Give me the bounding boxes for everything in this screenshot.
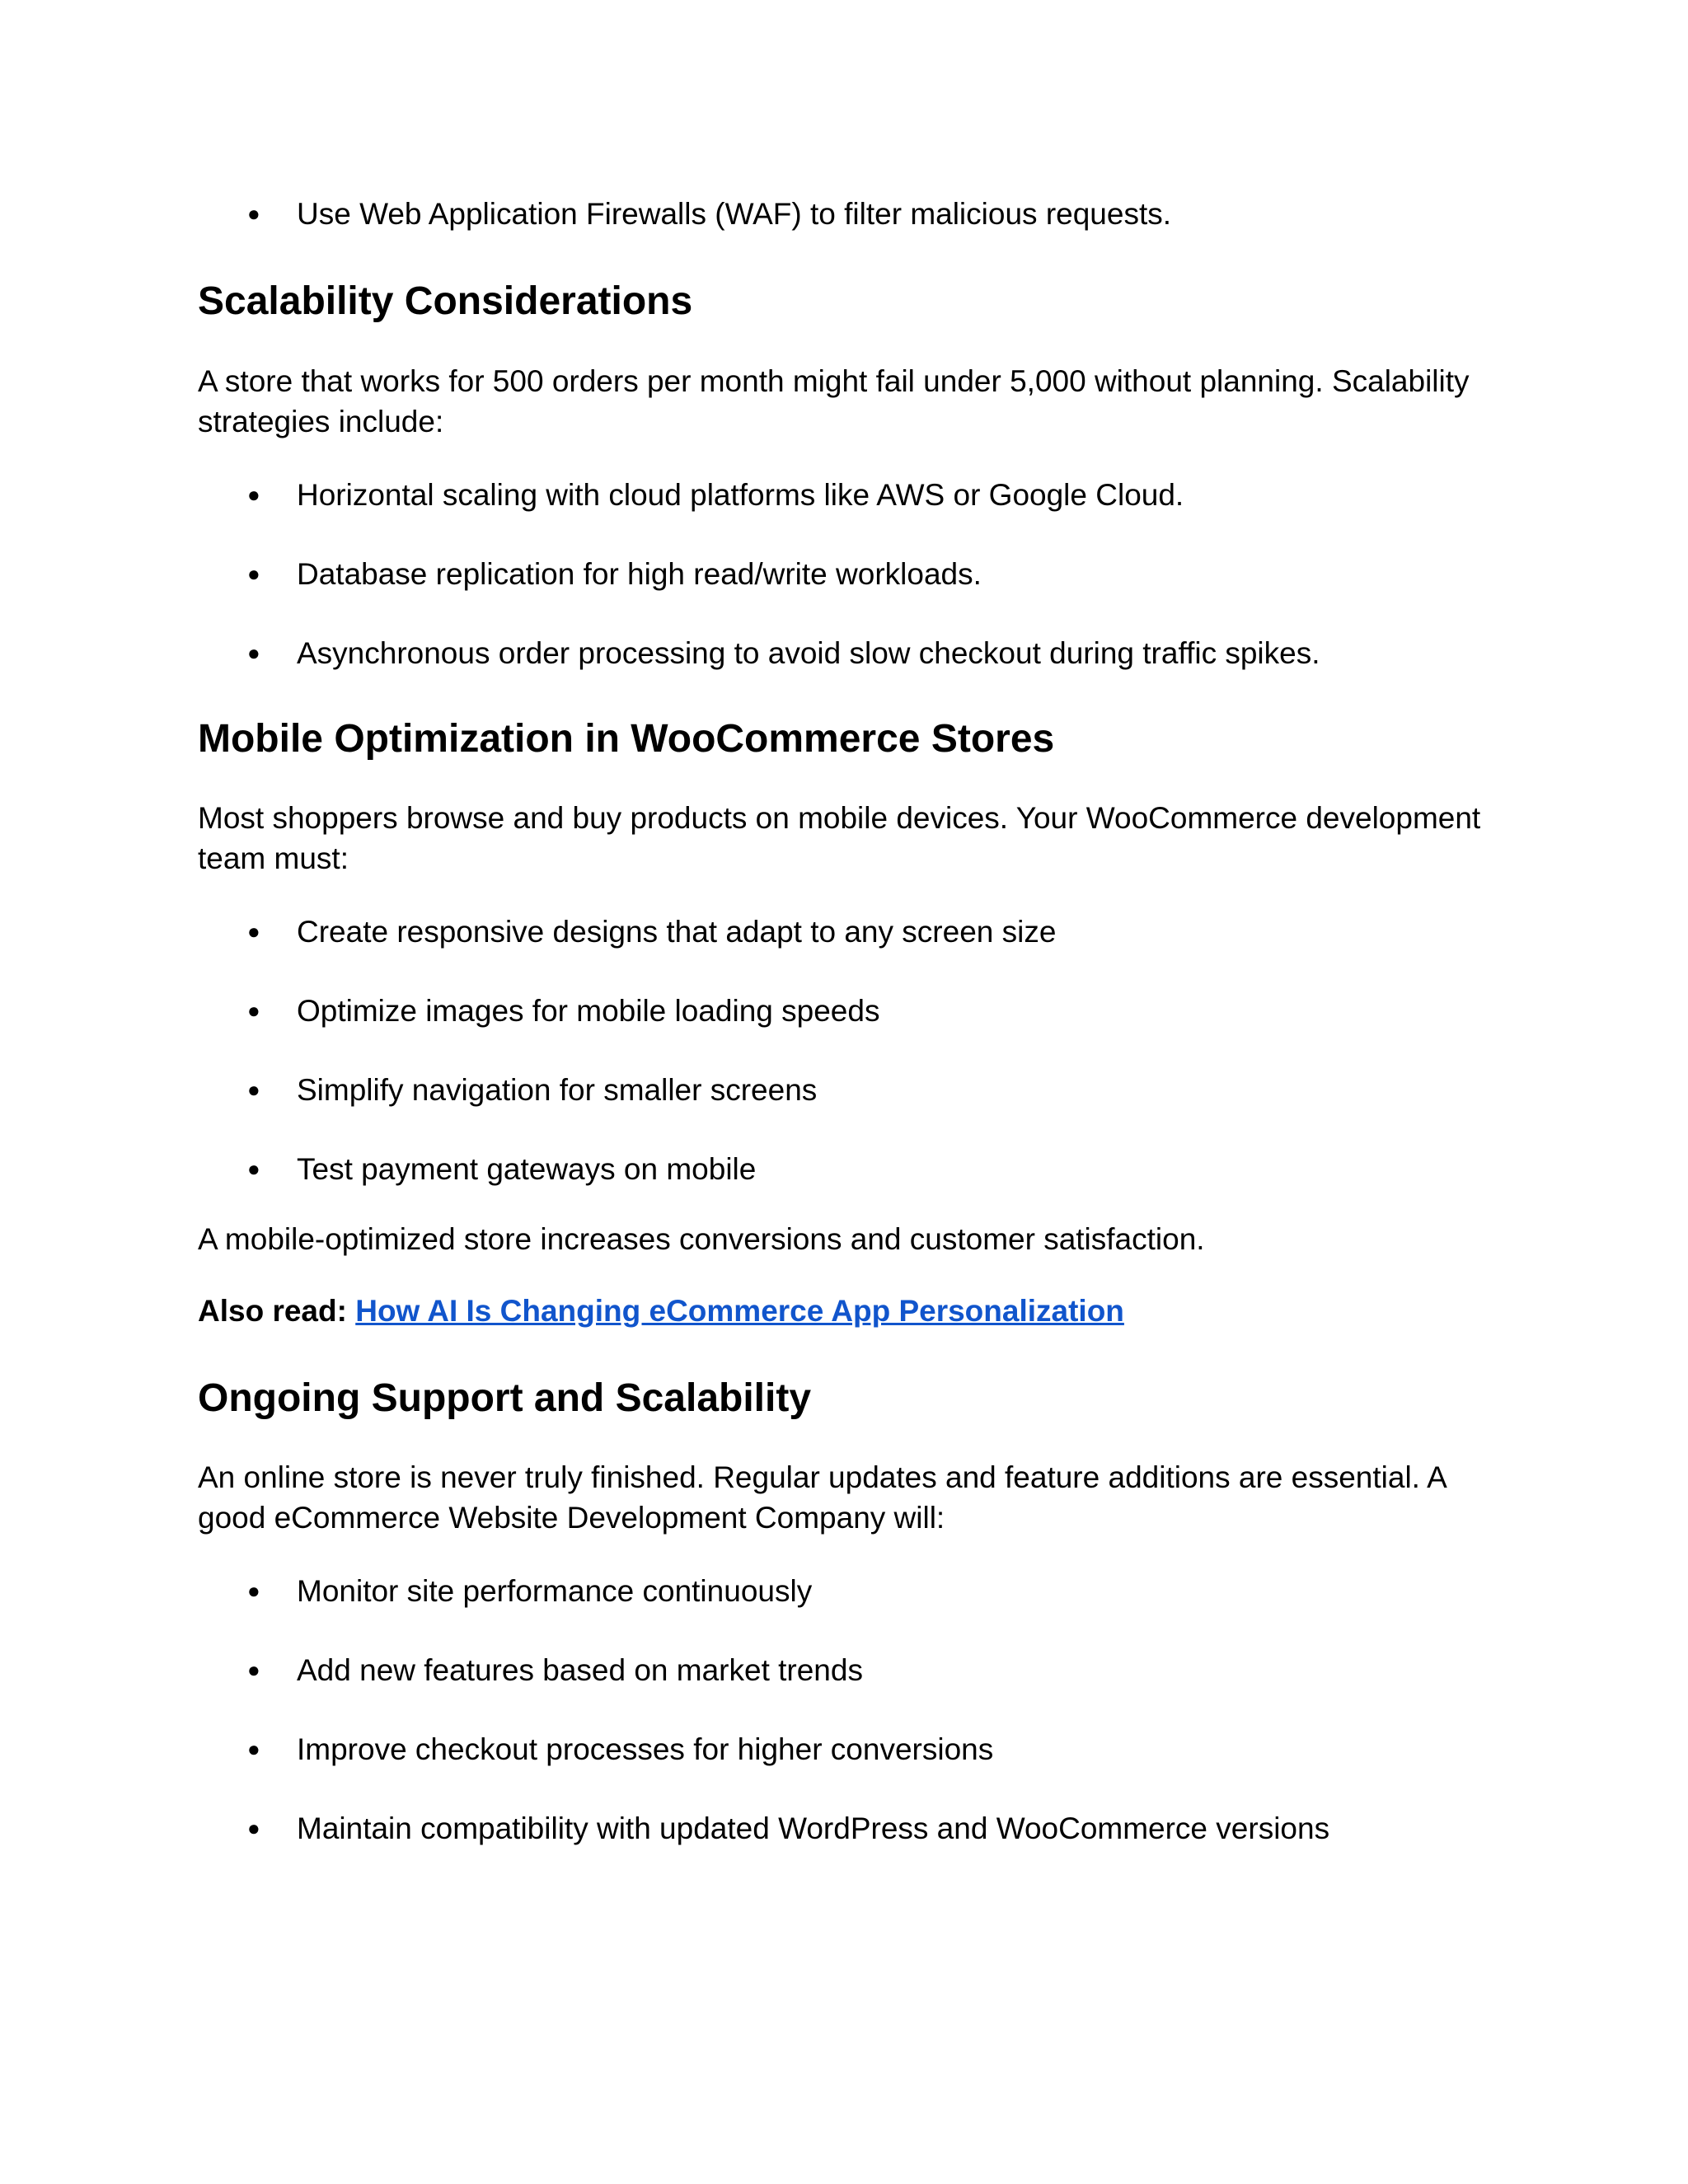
section-heading: Ongoing Support and Scalability (198, 1376, 812, 1420)
paragraph-text: An online store is never truly finished. Regular updates and feature additions are essential. A good eCommerce Website Development Company will: (198, 1460, 1446, 1535)
list-item-text: Horizontal scaling with cloud platforms like AWS or Google Cloud. (297, 478, 1184, 512)
section-heading: Mobile Optimization in WooCommerce Stores (198, 717, 1055, 761)
bullet-icon: ● (247, 561, 260, 586)
bullet-icon: ● (247, 1736, 260, 1761)
list-item-text: Create responsive designs that adapt to any screen size (297, 915, 1057, 949)
ongoing-paragraph (198, 1457, 1500, 1538)
bullet-icon: ● (247, 640, 260, 665)
also-read-link[interactable]: How AI Is Changing eCommerce App Personalization (355, 1294, 1124, 1328)
scalability-paragraph (198, 361, 1500, 442)
paragraph-text: A store that works for 500 orders per month might fail under 5,000 without planning. Scalability strategies include: (198, 364, 1470, 438)
mobile-closing (198, 1219, 1500, 1259)
paragraph-text: A mobile-optimized store increases conversions and customer satisfaction. (198, 1222, 1205, 1256)
bullet-icon: ● (247, 201, 260, 226)
list-item-text: Database replication for high read/write workloads. (297, 557, 982, 591)
list-item-text: Add new features based on market trends (297, 1653, 863, 1687)
also-read (198, 1291, 1500, 1331)
list-item-text: Simplify navigation for smaller screens (297, 1073, 818, 1107)
bullet-icon: ● (247, 998, 260, 1023)
list-item-text: Use Web Application Firewalls (WAF) to filter malicious requests. (297, 197, 1172, 231)
section-heading-mobile (198, 715, 1500, 764)
list-item-text: Maintain compatibility with updated WordPress and WooCommerce versions (297, 1811, 1330, 1845)
bullet-icon: ● (247, 1578, 260, 1603)
section-heading-scalability (198, 277, 1500, 326)
list-item-text: Test payment gateways on mobile (297, 1152, 757, 1186)
bullet-icon: ● (247, 1816, 260, 1840)
list-item-text: Improve checkout processes for higher conversions (297, 1732, 994, 1766)
bullet-icon: ● (247, 919, 260, 944)
section-heading-ongoing (198, 1374, 1500, 1423)
mobile-paragraph (198, 798, 1500, 879)
bullet-icon: ● (247, 1156, 260, 1181)
paragraph-text: Most shoppers browse and buy products on mobile devices. Your WooCommerce development team must: (198, 801, 1481, 875)
list-item-text: Monitor site performance continuously (297, 1574, 813, 1608)
bullet-icon: ● (247, 1657, 260, 1682)
bullet-icon: ● (247, 1077, 260, 1102)
bullet-icon: ● (247, 482, 260, 507)
section-heading: Scalability Considerations (198, 279, 693, 323)
list-item-text: Optimize images for mobile loading speeds (297, 994, 880, 1028)
list-item-text: Asynchronous order processing to avoid slow checkout during traffic spikes. (297, 636, 1320, 670)
also-read-label: Also read: (198, 1294, 347, 1328)
